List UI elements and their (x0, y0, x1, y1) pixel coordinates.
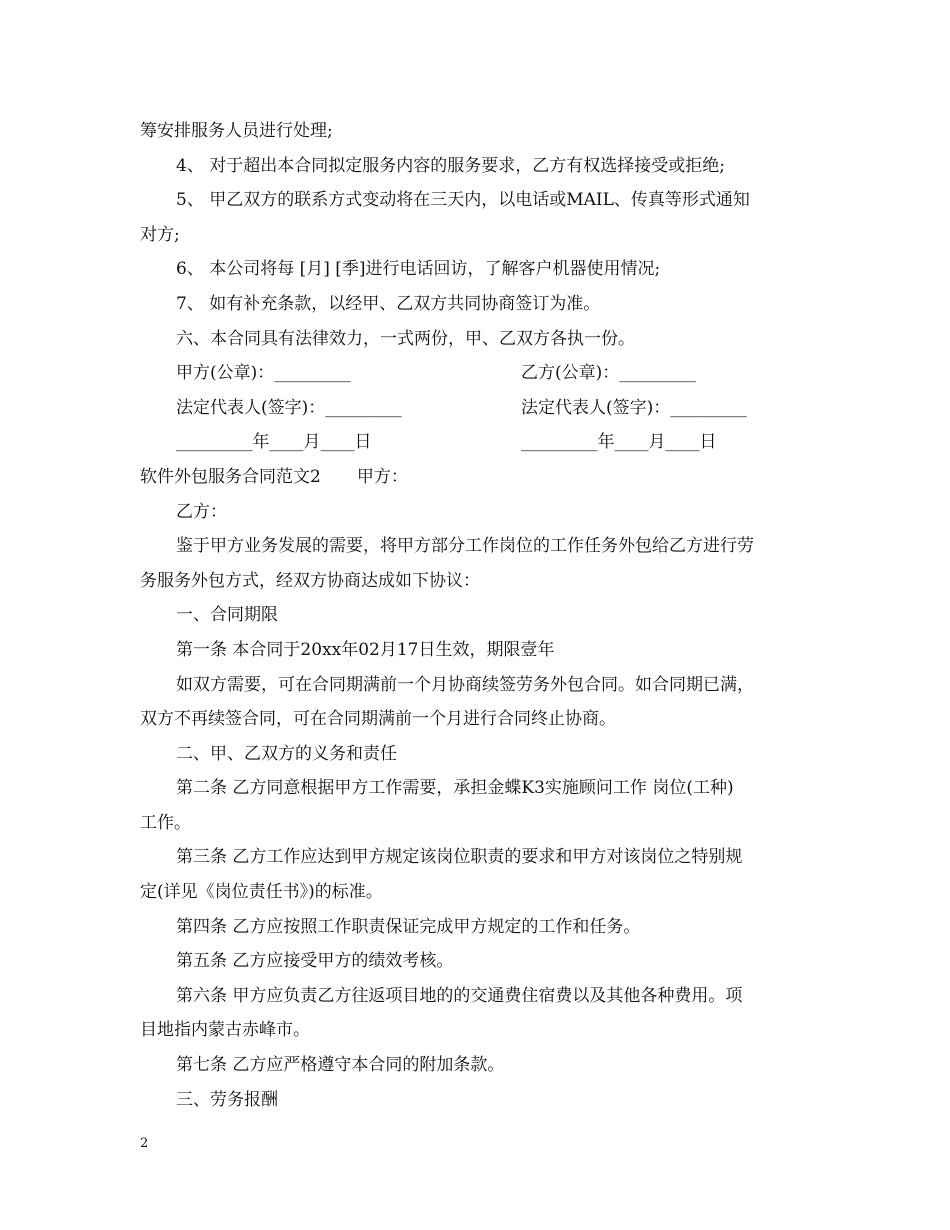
party-a-representative: 法定代表人(签字)：_________ (176, 397, 402, 418)
article-1: 第一条 本合同于20xx年02月17日生效，期限壹年 (176, 639, 555, 660)
second-contract-title: 软件外包服务合同范文2 (140, 466, 321, 487)
article-2: 第二条 乙方同意根据甲方工作需要，承担金蝶K3实施顾问工作 岗位(工种) (176, 778, 734, 799)
party-b-label: 乙方： (176, 501, 227, 522)
article-6-continued: 目地指内蒙古赤峰市。 (140, 1020, 310, 1041)
party-a-date: _________年____月____日 (176, 432, 372, 453)
representative-row (140, 391, 815, 426)
preamble: 鉴于甲方业务发展的需要，将甲方部分工作岗位的工作任务外包给乙方进行劳 (176, 536, 754, 557)
article-7: 第七条 乙方应严格遵守本合同的附加条款。 (176, 1055, 505, 1076)
document-body (140, 114, 815, 1117)
article-5: 第五条 乙方应接受甲方的绩效考核。 (176, 951, 454, 972)
section-heading: 二、甲、乙双方的义务和责任 (176, 743, 397, 764)
clause-5-continued: 对方; (140, 224, 180, 245)
article-2-continued: 工作。 (140, 812, 191, 833)
second-contract-title-row (140, 460, 815, 495)
clause-6: 6、 本公司将每 [月] [季]进行电话回访，了解客户机器使用情况; (176, 259, 661, 280)
date-row (140, 425, 815, 460)
section-six: 六、本合同具有法律效力，一式两份，甲、乙双方各执一份。 (176, 328, 635, 349)
article-6: 第六条 甲方应负责乙方往返项目地的的交通费住宿费以及其他各种费用。项 (176, 985, 743, 1006)
party-b-seal: 乙方(公章)：_________ (521, 363, 696, 384)
clause-5: 5、 甲乙双方的联系方式变动将在三天内，以电话或MAIL、传真等形式通知 (176, 190, 750, 211)
paragraph-line: 筹安排服务人员进行处理; (140, 121, 333, 141)
seal-row (140, 356, 815, 391)
party-a-seal: 甲方(公章)：_________ (176, 363, 351, 384)
party-b-representative: 法定代表人(签字)：_________ (521, 397, 747, 418)
article-4: 第四条 乙方应按照工作职责保证完成甲方规定的工作和任务。 (176, 916, 641, 937)
article-3-continued: 定(详见《岗位责任书》)的标准。 (140, 882, 383, 903)
preamble-continued: 务服务外包方式，经双方协商达成如下协议： (140, 570, 480, 591)
party-a-label: 甲方： (356, 466, 408, 487)
renewal-paragraph-continued: 双方不再续签合同，可在合同期满前一个月进行合同终止协商。 (140, 709, 616, 730)
page-number: 2 (140, 1136, 149, 1151)
section-heading: 三、劳务报酬 (176, 1089, 278, 1110)
renewal-paragraph: 如双方需要，可在合同期满前一个月协商续签劳务外包合同。如合同期已满， (176, 674, 754, 695)
article-3: 第三条 乙方工作应达到甲方规定该岗位职责的要求和甲方对该岗位之特别规 (176, 847, 743, 868)
clause-7: 7、 如有补充条款，以经甲、乙双方共同协商签订为准。 (176, 293, 601, 314)
clause-4: 4、 对于超出本合同拟定服务内容的服务要求，乙方有权选择接受或拒绝; (176, 155, 725, 176)
section-heading: 一、合同期限 (176, 605, 278, 626)
party-b-date: _________年____月____日 (521, 432, 717, 453)
